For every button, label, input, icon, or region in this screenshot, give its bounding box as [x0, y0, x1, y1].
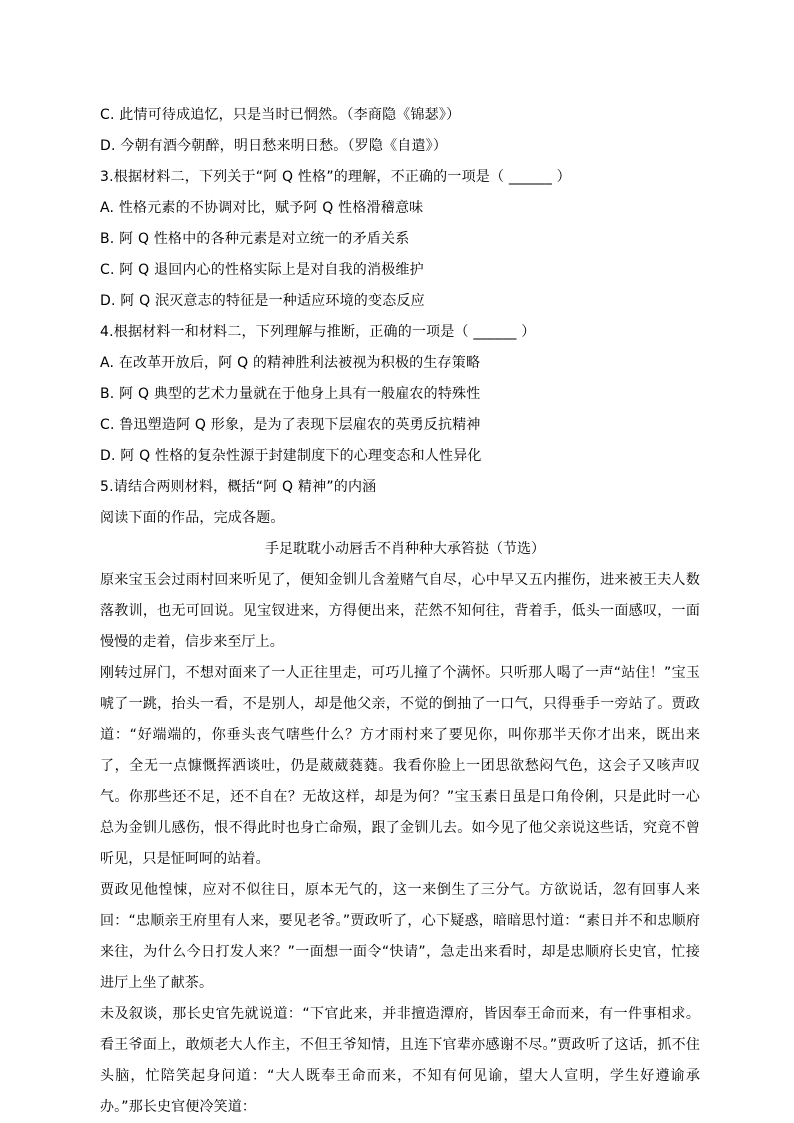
question-3-option-c: C. 阿 Q 退回内心的性格实际上是对自我的消极维护 — [100, 262, 424, 278]
page-content — [100, 100, 700, 1123]
reading-paragraph-1: 原来宝玉会过雨村回来听见了，便知金钏儿含羞赌气自尽，心中早又五内摧伤，进来被王夫人数落教训，也无可回说。见宝钗进来，方得便出来，茫然不知何往，背着手，低头一面感叹，一面慢慢的走着，信步来至厅上。 — [100, 572, 700, 650]
reading-paragraph-2: 刚转过屏门，不想对面来了一人正往里走，可巧儿撞了个满怀。只听那人喝了一声“站住！”宝玉唬了一跳，抬头一看，不是别人，却是他父亲，不觉的倒抽了一口气，只得垂手一旁站了。贾政道：“好端端的，你垂头丧气嗐些什么？方才雨村来了要见你，叫你那半天你才出来，既出来了，全无一点慷慨挥洒谈吐，仍是葳葳蕤蕤。我看你脸上一团思欲愁闷气色，这会子又咳声叹气。你那些还不足，还不自在？无故这样，却是为何？”宝玉素日虽是口角伶俐，只是此时一心总为金钏儿感伤，恨不得此时也身亡命殒，跟了金钏儿去。如今见了他父亲说这些话，究竟不曾听见，只是怔呵呵的站着。 — [100, 665, 700, 867]
question-3-option-a: A. 性格元素的不协调对比，赋予阿 Q 性格滑稽意味 — [100, 200, 424, 216]
question-4-option-d: D. 阿 Q 性格的复杂性源于封建制度下的心理变态和人性异化 — [100, 448, 482, 464]
question-4-option-c: C. 鲁迅塑造阿 Q 形象，是为了表现下层雇农的英勇反抗精神 — [100, 417, 481, 433]
question-4-option-a: A. 在改革开放后，阿 Q 的精神胜利法被视为积极的生存策略 — [100, 355, 481, 371]
reading-paragraph-3: 贾政见他惶悚，应对不似往日，原本无气的，这一来倒生了三分气。方欲说话，忽有回事人来回：“忠顺亲王府里有人来，要见老爷。”贾政听了，心下疑惑，暗暗思忖道：“素日并不和忠顺府来往，为什么今日打发人来？”一面想一面令“快请”，急走出来看时，却是忠顺府长史官，忙接进厅上坐了献茶。 — [100, 882, 700, 991]
question-3-option-d: D. 阿 Q 泯灭意志的特征是一种适应环境的变态反应 — [100, 293, 425, 309]
prev-option-c: C. 此情可待成追忆，只是当时已惘然。（李商隐《锦瑟》） — [100, 107, 461, 123]
question-4-stem: 4.根据材料一和材料二，下列理解与推断，正确的一项是（ ______ ） — [100, 324, 536, 340]
reading-paragraph-4: 未及叙谈，那长史官先就说道：“下官此来，并非擅造潭府，皆因奉王命而来，有一件事相求。看王爷面上，敢烦老大人作主，不但王爷知情，且连下官辈亦感谢不尽。”贾政听了这话，抓不住头脑，忙陪笑起身问道：“大人既奉王命而来，不知有何见谕，望大人宣明，学生好遵谕承办。”那长史官便冷笑道： — [100, 1006, 700, 1115]
reading-title: 手足耽耽小动唇舌不肖种种大承笞挞（节选） — [265, 541, 545, 557]
question-4-option-b: B. 阿 Q 典型的艺术力量就在于他身上具有一般雇农的特殊性 — [100, 386, 481, 402]
question-3-stem: 3.根据材料二，下列关于“阿 Q 性格”的理解，不正确的一项是（ ______ ） — [100, 169, 571, 185]
prev-option-d: D. 今朝有酒今朝醉，明日愁来明日愁。（罗隐《自遣》） — [100, 138, 448, 154]
question-3-option-b: B. 阿 Q 性格中的各种元素是对立统一的矛盾关系 — [100, 231, 410, 247]
reading-instruction: 阅读下面的作品，完成各题。 — [100, 510, 285, 526]
question-5-stem: 5.请结合两则材料，概括“阿 Q 精神”的内涵 — [100, 479, 377, 495]
